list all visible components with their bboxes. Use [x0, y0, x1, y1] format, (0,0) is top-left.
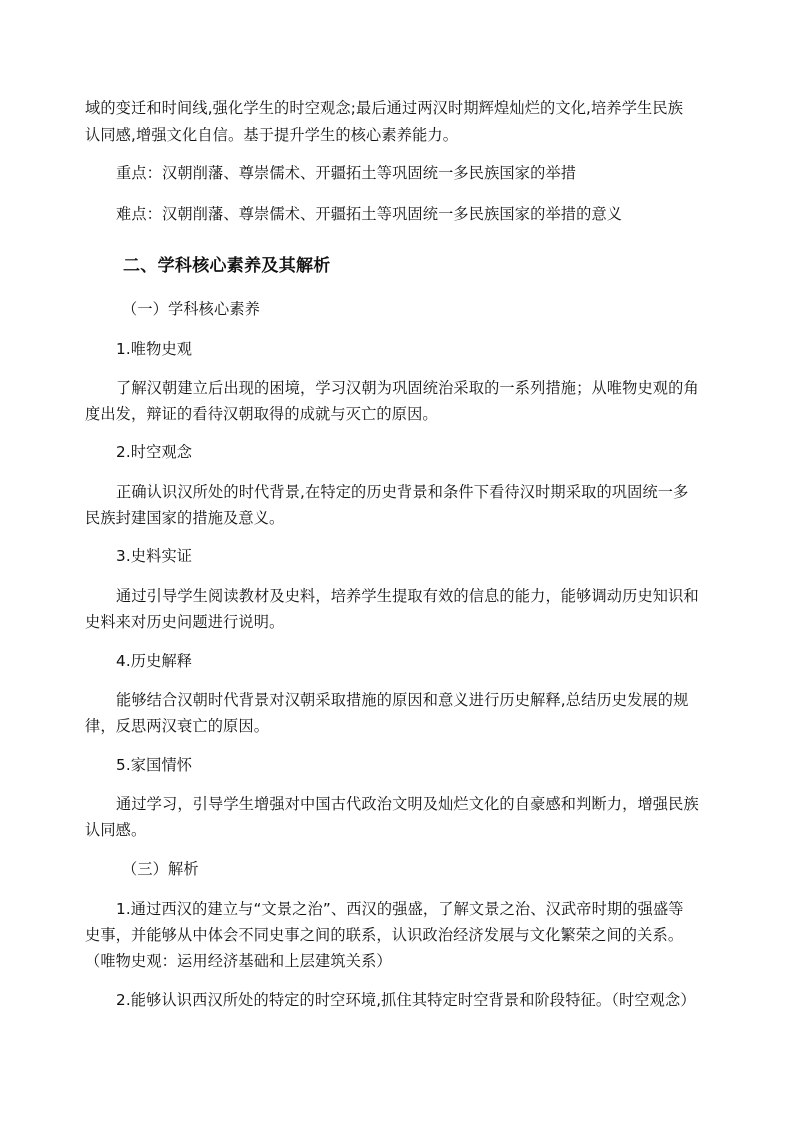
- analysis-item-1-line-3: （唯物史观：运用经济基础和上层建筑关系）: [85, 952, 392, 970]
- evidence-paragraph-line-2: 史料来对历史问题进行说明。: [85, 613, 285, 631]
- analysis-item-1-line-1: 1.通过西汉的建立与“文景之治”、西汉的强盛，了解文景之治、汉武帝时期的强盛等: [116, 900, 684, 918]
- item-heading-patriotism: 5.家国情怀: [116, 756, 193, 774]
- item-heading-evidence: 3.史料实证: [116, 547, 193, 565]
- evidence-paragraph-line-1: 通过引导学生阅读教材及史料，培养学生提取有效的信息的能力，能够调动历史知识和: [116, 587, 699, 605]
- spatiotemporal-paragraph-line-1: 正确认识汉所处的时代背景,在特定的历史背景和条件下看待汉时期采取的巩固统一多: [116, 483, 689, 501]
- materialism-paragraph-line-2: 度出发，辩证的看待汉朝取得的成就与灭亡的原因。: [85, 405, 438, 423]
- interpretation-paragraph-line-1: 能够结合汉朝时代背景对汉朝采取措施的原因和意义进行历史解释,总结历史发展的规: [116, 691, 689, 709]
- item-heading-historical-materialism: 1.唯物史观: [116, 340, 193, 358]
- intro-paragraph-line-1: 域的变迁和时间线,强化学生的时空观念;最后通过两汉时期辉煌灿烂的文化,培养学生民族: [85, 99, 684, 117]
- analysis-item-1-line-2: 史事，并能够从中体会不同史事之间的联系，认识政治经济发展与文化繁荣之间的关系。: [85, 926, 684, 944]
- difficult-point-text: 难点：汉朝削藩、尊崇儒术、开疆拓土等巩固统一多民族国家的举措的意义: [116, 205, 623, 223]
- item-heading-interpretation: 4.历史解释: [116, 652, 193, 670]
- section-heading-core-literacy: 二、学科核心素养及其解析: [123, 256, 331, 276]
- interpretation-paragraph-line-2: 律，反思两汉衰亡的原因。: [85, 717, 270, 735]
- analysis-item-2-line-1: 2.能够认识西汉所处的特定的时空环境,抓住其特定时空背景和阶段特征。（时空观念）: [116, 991, 696, 1009]
- item-heading-spatiotemporal: 2.时空观念: [116, 443, 193, 461]
- intro-paragraph-line-2: 认同感,增强文化自信。基于提升学生的核心素养能力。: [85, 126, 459, 144]
- patriotism-paragraph-line-2: 认同感。: [85, 821, 147, 839]
- patriotism-paragraph-line-1: 通过学习，引导学生增强对中国古代政治文明及灿烂文化的自豪感和判断力，增强民族: [116, 795, 699, 813]
- key-point-text: 重点：汉朝削藩、尊崇儒术、开疆拓土等巩固统一多民族国家的举措: [116, 164, 577, 182]
- subsection-heading-core-literacy: （一）学科核心素养: [122, 300, 261, 318]
- subsection-heading-analysis: （三）解析: [122, 860, 199, 878]
- spatiotemporal-paragraph-line-2: 民族封建国家的措施及意义。: [85, 509, 285, 527]
- materialism-paragraph-line-1: 了解汉朝建立后出现的困境，学习汉朝为巩固统治采取的一系列措施；从唯物史观的角: [116, 379, 699, 397]
